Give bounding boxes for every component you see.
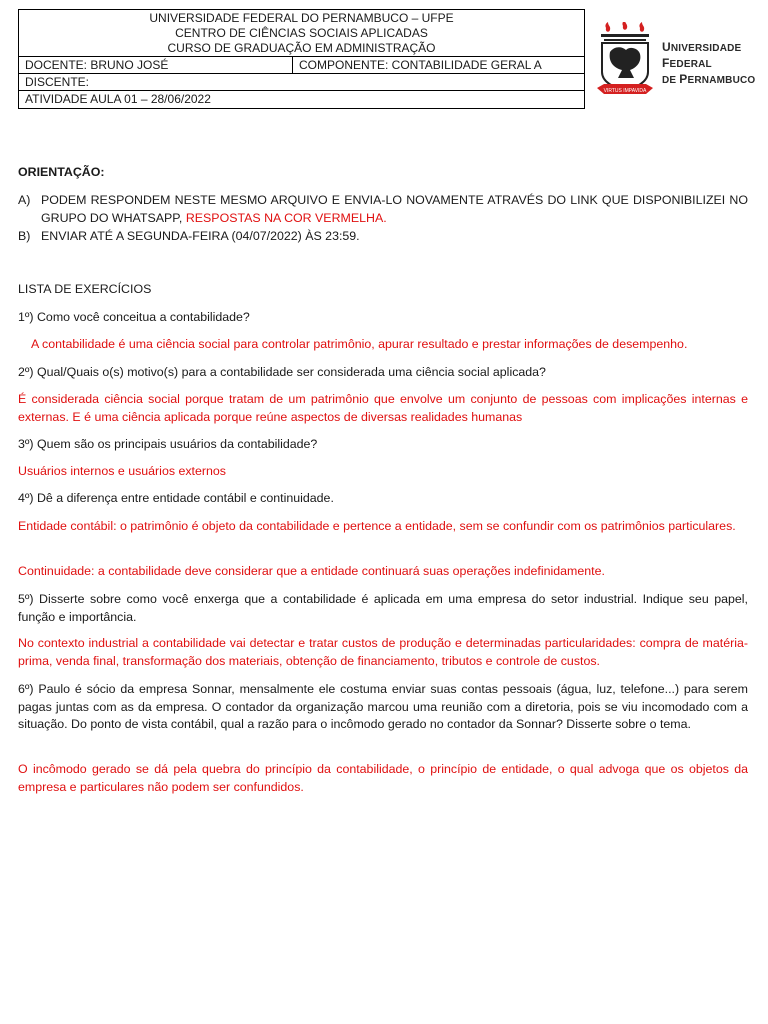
docente-cell: DOCENTE: BRUNO JOSÉ: [19, 57, 293, 73]
answer-4-continuidade: Continuidade: a contabilidade deve considerar que a entidade continuará suas operações indefinidamente.: [18, 564, 605, 578]
question-6: 6º) Paulo é sócio da empresa Sonnar, mensalmente ele costuma enviar suas contas pessoais (água, luz, telefone...) para serem pagas juntas com as da empresa. O contador da organização marcou uma reunião com a diretoria, pois se viu incomodado com a situação. Do ponto de vista contábil, qual a razão para o incômodo gerado no contador da Sonnar? Disserte sobre o tema.: [18, 682, 748, 731]
center-name: CENTRO DE CIÊNCIAS SOCIAIS APLICADAS: [175, 26, 428, 40]
answer-6: O incômodo gerado se dá pela quebra do princípio da contabilidade, o princípio de entidade, o qual advoga que os objetos da empresa e particulares não podem ser confundidos.: [18, 762, 748, 794]
atividade-cell: ATIVIDADE AULA 01 – 28/06/2022: [25, 92, 211, 106]
exercise-list-title: LISTA DE EXERCÍCIOS: [18, 282, 152, 296]
answer-4-entidade: Entidade contábil: o patrimônio é objeto da contabilidade e pertence a entidade, sem se confundir com os patrimônios particulares.: [18, 519, 736, 533]
university-name: UNIVERSIDADE FEDERAL DO PERNAMBUCO – UFPE: [149, 11, 454, 25]
answer-3: Usuários internos e usuários externos: [18, 464, 226, 478]
question-1: 1º) Como você conceitua a contabilidade?: [18, 310, 250, 324]
orientation-item-b: B) ENVIAR ATÉ A SEGUNDA-FEIRA (04/07/2022) ÀS 23:59.: [18, 229, 360, 243]
institution-block: [19, 10, 584, 57]
orientation-title: ORIENTAÇÃO:: [18, 165, 105, 179]
red-answers-note: RESPOSTAS NA COR VERMELHA.: [185, 211, 387, 225]
answer-5: No contexto industrial a contabilidade vai detectar e tratar custos de produção e determinadas particularidades: compra de matéria-prima, venda final, transformação dos materiais, obtenção de financiamento, tributos e controle de custos.: [18, 636, 748, 668]
ufpe-logo-wordmark: UNIVERSIDADE FEDERAL DE PERNAMBUCO: [662, 40, 756, 86]
logo-ribbon-text: VIRTUS IMPAVIDA: [603, 88, 647, 94]
teacher-row: [19, 57, 584, 74]
orientation-item-a: A) PODEM RESPONDEM NESTE MESMO ARQUIVO E ENVIA-LO NOVAMENTE ATRAVÉS DO LINK QUE DISPONIBILIZEI NO GRUPO DO WHATSAPP, RESPOSTAS NA COR VERMELHA.: [18, 193, 748, 225]
question-2: 2º) Qual/Quais o(s) motivo(s) para a contabilidade ser considerada uma ciência social aplicada?: [18, 365, 546, 379]
question-4: 4º) Dê a diferença entre entidade contábil e continuidade.: [18, 491, 334, 505]
list-marker: B): [18, 229, 31, 243]
answer-1: A contabilidade é uma ciência social para controlar patrimônio, apurar resultado e prestar informações de desempenho.: [31, 337, 688, 351]
activity-row: [19, 91, 584, 108]
componente-cell: COMPONENTE: CONTABILIDADE GERAL A: [299, 58, 542, 72]
question-3: 3º) Quem são os principais usuários da contabilidade?: [18, 437, 318, 451]
answer-2: É considerada ciência social porque tratam de um patrimônio que envolve um conjunto de pessoas com implicações internas e externas. E é uma ciência aplicada porque reúne aspectos de diversas realidades humanas: [18, 392, 748, 424]
header-table: [18, 9, 585, 109]
course-name: CURSO DE GRADUAÇÃO EM ADMINISTRAÇÃO: [167, 41, 436, 55]
question-5: 5º) Disserte sobre como você enxerga que a contabilidade é aplicada em uma empresa do setor industrial. Indique seu papel, função e importância.: [18, 592, 748, 624]
discente-cell: DISCENTE:: [25, 75, 90, 89]
list-marker: A): [18, 193, 31, 207]
student-row: [19, 74, 584, 91]
